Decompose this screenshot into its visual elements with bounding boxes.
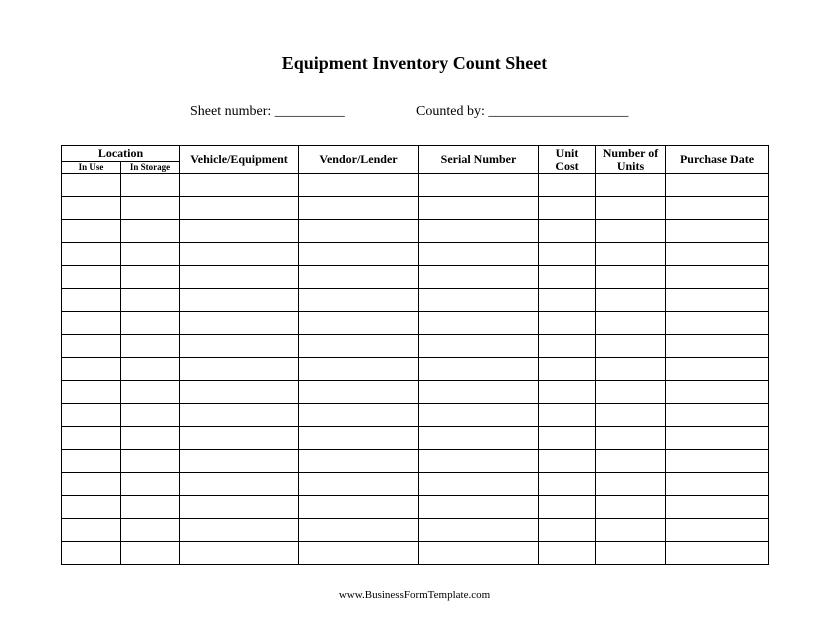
in-use-cell[interactable] xyxy=(62,197,121,220)
serial-number-cell[interactable] xyxy=(419,243,539,266)
vendor-lender-cell[interactable] xyxy=(299,220,419,243)
table-row xyxy=(62,266,769,289)
unit-cost-cell[interactable] xyxy=(539,266,596,289)
table-row xyxy=(62,404,769,427)
sheet-number-label: Sheet number: xyxy=(190,104,272,119)
vehicle-equipment-cell[interactable] xyxy=(180,266,299,289)
in-storage-cell[interactable] xyxy=(121,427,180,450)
unit-cost-cell[interactable] xyxy=(539,197,596,220)
table-row xyxy=(62,519,769,542)
in-use-cell[interactable] xyxy=(62,335,121,358)
unit-cost-cell[interactable] xyxy=(539,358,596,381)
purchase-date-header: Purchase Date xyxy=(666,146,769,174)
vendor-lender-cell[interactable] xyxy=(299,427,419,450)
table-row xyxy=(62,358,769,381)
unit-cost-header-line-2: Cost xyxy=(555,158,579,173)
serial-number-cell[interactable] xyxy=(419,427,539,450)
in-use-cell[interactable] xyxy=(62,174,121,197)
vendor-lender-cell[interactable] xyxy=(299,473,419,496)
in-storage-cell[interactable] xyxy=(121,197,180,220)
number-of-units-cell[interactable] xyxy=(596,473,666,496)
vehicle-equipment-cell[interactable] xyxy=(180,197,299,220)
number-of-units-cell[interactable] xyxy=(596,358,666,381)
purchase-date-cell[interactable] xyxy=(666,473,769,496)
table-row xyxy=(62,381,769,404)
vehicle-equipment-cell[interactable] xyxy=(180,220,299,243)
vendor-lender-cell[interactable] xyxy=(299,381,419,404)
in-use-cell[interactable] xyxy=(62,220,121,243)
purchase-date-cell[interactable] xyxy=(666,404,769,427)
vendor-lender-cell[interactable] xyxy=(299,174,419,197)
purchase-date-cell[interactable] xyxy=(666,312,769,335)
number-of-units-cell[interactable] xyxy=(596,243,666,266)
unit-cost-cell[interactable] xyxy=(539,174,596,197)
unit-cost-cell[interactable] xyxy=(539,289,596,312)
table-row xyxy=(62,450,769,473)
serial-number-cell[interactable] xyxy=(419,266,539,289)
location-header: Location xyxy=(62,146,180,162)
vehicle-equipment-cell[interactable] xyxy=(180,519,299,542)
inventory-table-body xyxy=(62,174,769,565)
number-of-units-cell[interactable] xyxy=(596,266,666,289)
purchase-date-cell[interactable] xyxy=(666,450,769,473)
in-use-cell[interactable] xyxy=(62,266,121,289)
in-use-cell[interactable] xyxy=(62,358,121,381)
serial-number-header: Serial Number xyxy=(419,146,539,174)
serial-number-cell[interactable] xyxy=(419,404,539,427)
in-use-cell[interactable] xyxy=(62,404,121,427)
in-storage-cell[interactable] xyxy=(121,358,180,381)
vehicle-equipment-cell[interactable] xyxy=(180,289,299,312)
table-row xyxy=(62,427,769,450)
table-row xyxy=(62,197,769,220)
table-row xyxy=(62,542,769,565)
purchase-date-cell[interactable] xyxy=(666,358,769,381)
purchase-date-cell[interactable] xyxy=(666,381,769,404)
unit-cost-cell[interactable] xyxy=(539,404,596,427)
counted-by-field[interactable] xyxy=(416,103,628,121)
purchase-date-cell[interactable] xyxy=(666,289,769,312)
serial-number-cell[interactable] xyxy=(419,358,539,381)
in-use-cell[interactable] xyxy=(62,473,121,496)
in-storage-cell[interactable] xyxy=(121,289,180,312)
number-of-units-cell[interactable] xyxy=(596,220,666,243)
footer-url: www.BusinessFormTemplate.com xyxy=(338,589,491,601)
in-use-cell[interactable] xyxy=(62,542,121,565)
unit-cost-cell[interactable] xyxy=(539,243,596,266)
in-use-cell[interactable] xyxy=(62,519,121,542)
vendor-lender-cell[interactable] xyxy=(299,266,419,289)
in-storage-cell[interactable] xyxy=(121,542,180,565)
in-use-cell[interactable] xyxy=(62,243,121,266)
in-storage-cell[interactable] xyxy=(121,312,180,335)
unit-cost-cell[interactable] xyxy=(539,496,596,519)
inventory-table xyxy=(61,145,769,565)
vendor-lender-cell[interactable] xyxy=(299,197,419,220)
serial-number-cell[interactable] xyxy=(419,174,539,197)
vehicle-equipment-cell[interactable] xyxy=(180,450,299,473)
unit-cost-header xyxy=(539,146,596,174)
vendor-lender-cell[interactable] xyxy=(299,404,419,427)
vehicle-equipment-cell[interactable] xyxy=(180,542,299,565)
in-use-cell[interactable] xyxy=(62,289,121,312)
table-row xyxy=(62,220,769,243)
in-storage-cell[interactable] xyxy=(121,381,180,404)
number-of-units-header xyxy=(596,146,666,174)
vehicle-equipment-cell[interactable] xyxy=(180,312,299,335)
in-use-cell[interactable] xyxy=(62,450,121,473)
purchase-date-cell[interactable] xyxy=(666,243,769,266)
in-storage-cell[interactable] xyxy=(121,243,180,266)
in-use-subheader: In Use xyxy=(62,162,121,174)
unit-cost-cell[interactable] xyxy=(539,312,596,335)
table-row xyxy=(62,243,769,266)
unit-cost-cell[interactable] xyxy=(539,220,596,243)
number-of-units-cell[interactable] xyxy=(596,197,666,220)
number-of-units-cell[interactable] xyxy=(596,519,666,542)
serial-number-cell[interactable] xyxy=(419,312,539,335)
in-use-cell[interactable] xyxy=(62,496,121,519)
in-use-cell[interactable] xyxy=(62,427,121,450)
unit-cost-header-line-1: Unit xyxy=(555,145,579,160)
in-storage-subheader: In Storage xyxy=(121,162,180,174)
purchase-date-cell[interactable] xyxy=(666,266,769,289)
serial-number-cell[interactable] xyxy=(419,381,539,404)
vendor-lender-cell[interactable] xyxy=(299,312,419,335)
purchase-date-cell[interactable] xyxy=(666,174,769,197)
serial-number-cell[interactable] xyxy=(419,542,539,565)
serial-number-cell[interactable] xyxy=(419,220,539,243)
vendor-lender-cell[interactable] xyxy=(299,450,419,473)
unit-cost-cell[interactable] xyxy=(539,450,596,473)
vendor-lender-cell[interactable] xyxy=(299,519,419,542)
serial-number-cell[interactable] xyxy=(419,289,539,312)
serial-number-cell[interactable] xyxy=(419,450,539,473)
unit-cost-cell[interactable] xyxy=(539,473,596,496)
purchase-date-cell[interactable] xyxy=(666,335,769,358)
vendor-lender-cell[interactable] xyxy=(299,496,419,519)
vehicle-equipment-cell[interactable] xyxy=(180,473,299,496)
serial-number-cell[interactable] xyxy=(419,496,539,519)
vehicle-equipment-cell[interactable] xyxy=(180,243,299,266)
number-of-units-header-line-1: Number of xyxy=(602,145,659,160)
vehicle-equipment-header: Vehicle/Equipment xyxy=(180,146,299,174)
purchase-date-cell[interactable] xyxy=(666,542,769,565)
number-of-units-cell[interactable] xyxy=(596,542,666,565)
in-storage-cell[interactable] xyxy=(121,335,180,358)
counted-by-blank[interactable]: ____________________ xyxy=(488,104,629,119)
unit-cost-cell[interactable] xyxy=(539,542,596,565)
in-use-cell[interactable] xyxy=(62,381,121,404)
table-row xyxy=(62,174,769,197)
vehicle-equipment-cell[interactable] xyxy=(180,404,299,427)
vehicle-equipment-cell[interactable] xyxy=(180,381,299,404)
in-storage-cell[interactable] xyxy=(121,496,180,519)
number-of-units-cell[interactable] xyxy=(596,312,666,335)
in-storage-cell[interactable] xyxy=(121,220,180,243)
table-header-row xyxy=(62,146,769,162)
table-row xyxy=(62,335,769,358)
purchase-date-cell[interactable] xyxy=(666,496,769,519)
number-of-units-cell[interactable] xyxy=(596,427,666,450)
serial-number-cell[interactable] xyxy=(419,519,539,542)
vendor-lender-cell[interactable] xyxy=(299,358,419,381)
number-of-units-cell[interactable] xyxy=(596,335,666,358)
number-of-units-cell[interactable] xyxy=(596,450,666,473)
page-title: Equipment Inventory Count Sheet xyxy=(281,53,548,73)
vehicle-equipment-cell[interactable] xyxy=(180,335,299,358)
counted-by-label: Counted by: xyxy=(416,104,485,119)
vendor-lender-cell[interactable] xyxy=(299,335,419,358)
in-storage-cell[interactable] xyxy=(121,450,180,473)
table-row xyxy=(62,289,769,312)
vendor-lender-cell[interactable] xyxy=(299,243,419,266)
vendor-lender-cell[interactable] xyxy=(299,542,419,565)
purchase-date-cell[interactable] xyxy=(666,197,769,220)
purchase-date-cell[interactable] xyxy=(666,220,769,243)
in-storage-cell[interactable] xyxy=(121,473,180,496)
purchase-date-cell[interactable] xyxy=(666,519,769,542)
sheet-number-blank[interactable]: __________ xyxy=(274,104,345,119)
vehicle-equipment-cell[interactable] xyxy=(180,174,299,197)
in-storage-cell[interactable] xyxy=(121,174,180,197)
vendor-lender-header: Vendor/Lender xyxy=(299,146,419,174)
number-of-units-cell[interactable] xyxy=(596,289,666,312)
number-of-units-cell[interactable] xyxy=(596,381,666,404)
vehicle-equipment-cell[interactable] xyxy=(180,427,299,450)
number-of-units-cell[interactable] xyxy=(596,174,666,197)
sheet-number-field[interactable] xyxy=(190,103,345,121)
number-of-units-header-line-2: Units xyxy=(616,158,645,173)
vehicle-equipment-cell[interactable] xyxy=(180,358,299,381)
in-use-cell[interactable] xyxy=(62,312,121,335)
unit-cost-cell[interactable] xyxy=(539,519,596,542)
serial-number-cell[interactable] xyxy=(419,335,539,358)
serial-number-cell[interactable] xyxy=(419,473,539,496)
serial-number-cell[interactable] xyxy=(419,197,539,220)
in-storage-cell[interactable] xyxy=(121,404,180,427)
unit-cost-cell[interactable] xyxy=(539,335,596,358)
unit-cost-cell[interactable] xyxy=(539,381,596,404)
in-storage-cell[interactable] xyxy=(121,266,180,289)
vendor-lender-cell[interactable] xyxy=(299,289,419,312)
in-storage-cell[interactable] xyxy=(121,519,180,542)
purchase-date-cell[interactable] xyxy=(666,427,769,450)
table-row xyxy=(62,312,769,335)
table-row xyxy=(62,473,769,496)
number-of-units-cell[interactable] xyxy=(596,404,666,427)
number-of-units-cell[interactable] xyxy=(596,496,666,519)
unit-cost-cell[interactable] xyxy=(539,427,596,450)
table-row xyxy=(62,496,769,519)
vehicle-equipment-cell[interactable] xyxy=(180,496,299,519)
